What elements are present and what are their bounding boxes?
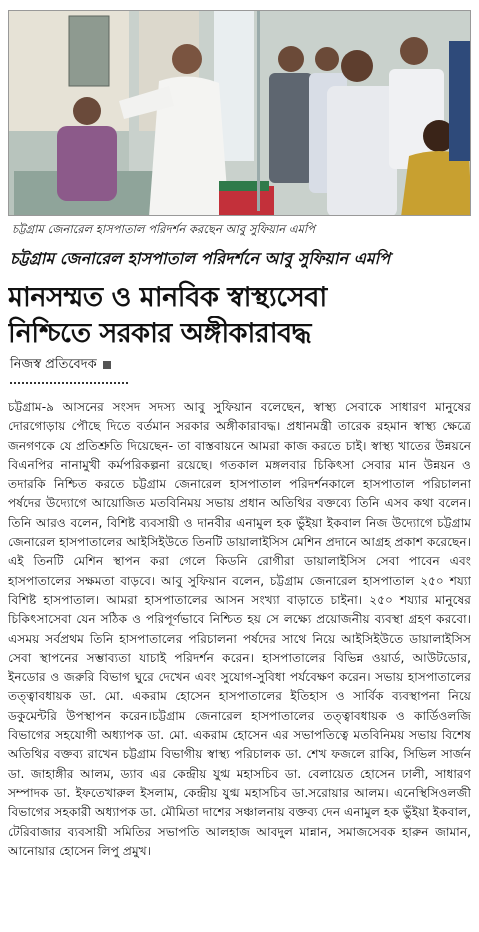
article-body: চট্টগ্রাম-৯ আসনের সংসদ সদস্য আবু সুফিয়ান বলেছেন, স্বাস্থ্য সেবাকে সাধারণ মানুষের দোরগোড়ায় পৌছে দিতে বর্তমান সরকার অঙ্গীকারাবদ্ধ। প্রধানমন্ত্রী তারেক রহমান স্বাস্থ্য ক্ষেত্রে জনগণকে যে প্রতিশ্রুতি দিয়েছেন- তা বাস্তবায়নে আমরা কাজ করতে চাই। স্বাস্থ্য খাতের উন্নয়নে বিএনপির নানামুখী কর্মপরিকল্পনা রয়েছে। গতকাল মঙ্গলবার চিকিৎসা সেবার মান উন্নয়ন ও তদারকি নিশ্চিত করতে চট্টগ্রাম জেনারেল হাসপাতাল পরিদর্শনকালে হাসপাতাল পরিচালনা পর্ষদের উদ্যোগে আয়োজিত মতবিনিময় সভায় প্রধান অতিথির বক্তব্যে তিনি এসব কথা বলেন। তিনি আরও বলেন, বিশিষ্ট ব্যবসায়ী ও দানবীর এনামুল হক ভুঁইয়া ইকবাল নিজ উদ্যোগে চট্টগ্রাম জেনারেল হাসপাতালের আইসিইউতে তিনটি ডায়ালাইসিস মেশিন প্রদানে আগ্রহ প্রকাশ করেছেন। এই তিনটি মেশিন স্থাপন করা গেলে কিডনি রোগীরা ডায়ালাইসিস সেবা পাবেন এবং হাসপাতালের সক্ষমতা বাড়বে। আবু সুফিয়ান বলেন, চট্টগ্রাম জেনারেল হাসপাতাল ২৫০ শয্যা বিশিষ্ট হাসপাতাল। আমরা হাসপাতালের আসন সংখ্যা বাড়াতে চাইনা। ২৫০ শয্যার মানুষের চিকিৎসাসেবা যেন সঠিক ও পরিপূর্ণভাবে নিশ্চিত হয় সে লক্ষ্যে প্রয়োজনীয় ব্যবস্থা গ্রহণ করবো। এসময় সর্বপ্রথম তিনি হাসপাতালের পরিচালনা পর্ষদের সাথে নিয়ে আইসিইউতে ডায়ালাইসিস সেবা স্থাপনের সম্ভাব্যতা যাচাই পরিদর্শন করেন। হাসপাতালের বিভিন্ন ওয়ার্ড, আউটডোর, ইনডোর ও জরুরি বিভাগ ঘুরে দেখেন এবং সুযোগ-সুবিধা পর্যবেক্ষণ করেন। সভায় হাসপাতালের তত্ত্বাবধায়ক ডা. মো. একরাম হোসেন হাসপাতালের ইতিহাস ও সার্বিক ব্যবস্থাপনা নিয়ে ডকুমেন্টরি উপস্থাপন করেন।চট্টগ্রাম জেনারেল হাসপাতালের তত্ত্বাবধায়ক ও কার্ডিওলজি বিভাগের সহযোগী অধ্যাপক ডা. মো. একরাম হোসেন এর সভাপতিত্বে মতবিনিময় সভায় বিশেষ অতিথির বক্তব্য রাখেন চট্টগ্রাম বিভাগীয় স্বাস্থ্য পরিচালক ডা. শেখ ফজলে রাব্বি, সিভিল সার্জন ডা. জাহাঙ্গীর আলম, ড্যাব এর কেন্দ্রীয় যুগ্ম মহাসচিব ডা. বেলায়েত হোসেন ঢালী, সাধারণ সম্পাদক ডা. ইফতেখারুল ইসলাম, কেন্দ্রীয় যুগ্ম মহাসচিব ডা.সরোয়ার আলম। এনেস্থিসিওলজী বিভাগের সহকারী অধ্যাপক ডা. মৌমিতা দাশের সঞ্চালনায় বক্তব্য দেন এনামুল হক ভুঁইয়া ইকবাল, টেরিবাজার ব্যবসায়ী সমিতির সভাপতি আলহাজ আবদুল মান্নান, সমাজসেবক হারুন জামান, আনোয়ার হোসেন লিপু প্রমুখ।: [8, 400, 471, 858]
byline-text: নিজস্ব প্রতিবেদক: [10, 357, 97, 372]
news-photo: [8, 10, 471, 216]
headline-line-1: মানসম্মত ও মানবিক স্বাস্থ্যসেবা: [8, 282, 327, 313]
divider: [10, 382, 128, 384]
news-photo-illustration: [9, 11, 471, 216]
photo-caption: চট্টগ্রাম জেনারেল হাসপাতাল পরিদর্শন করছেন আবু সুফিয়ান এমপি: [12, 222, 315, 236]
byline: [10, 356, 310, 374]
headline-kicker: চট্টগ্রাম জেনারেল হাসপাতাল পরিদর্শনে আবু সুফিয়ান এমপি: [10, 249, 391, 268]
square-bullet-icon: [103, 361, 111, 369]
headline-line-2: নিশ্চিতে সরকার অঙ্গীকারাবদ্ধ: [8, 318, 311, 349]
headline: [8, 280, 473, 352]
